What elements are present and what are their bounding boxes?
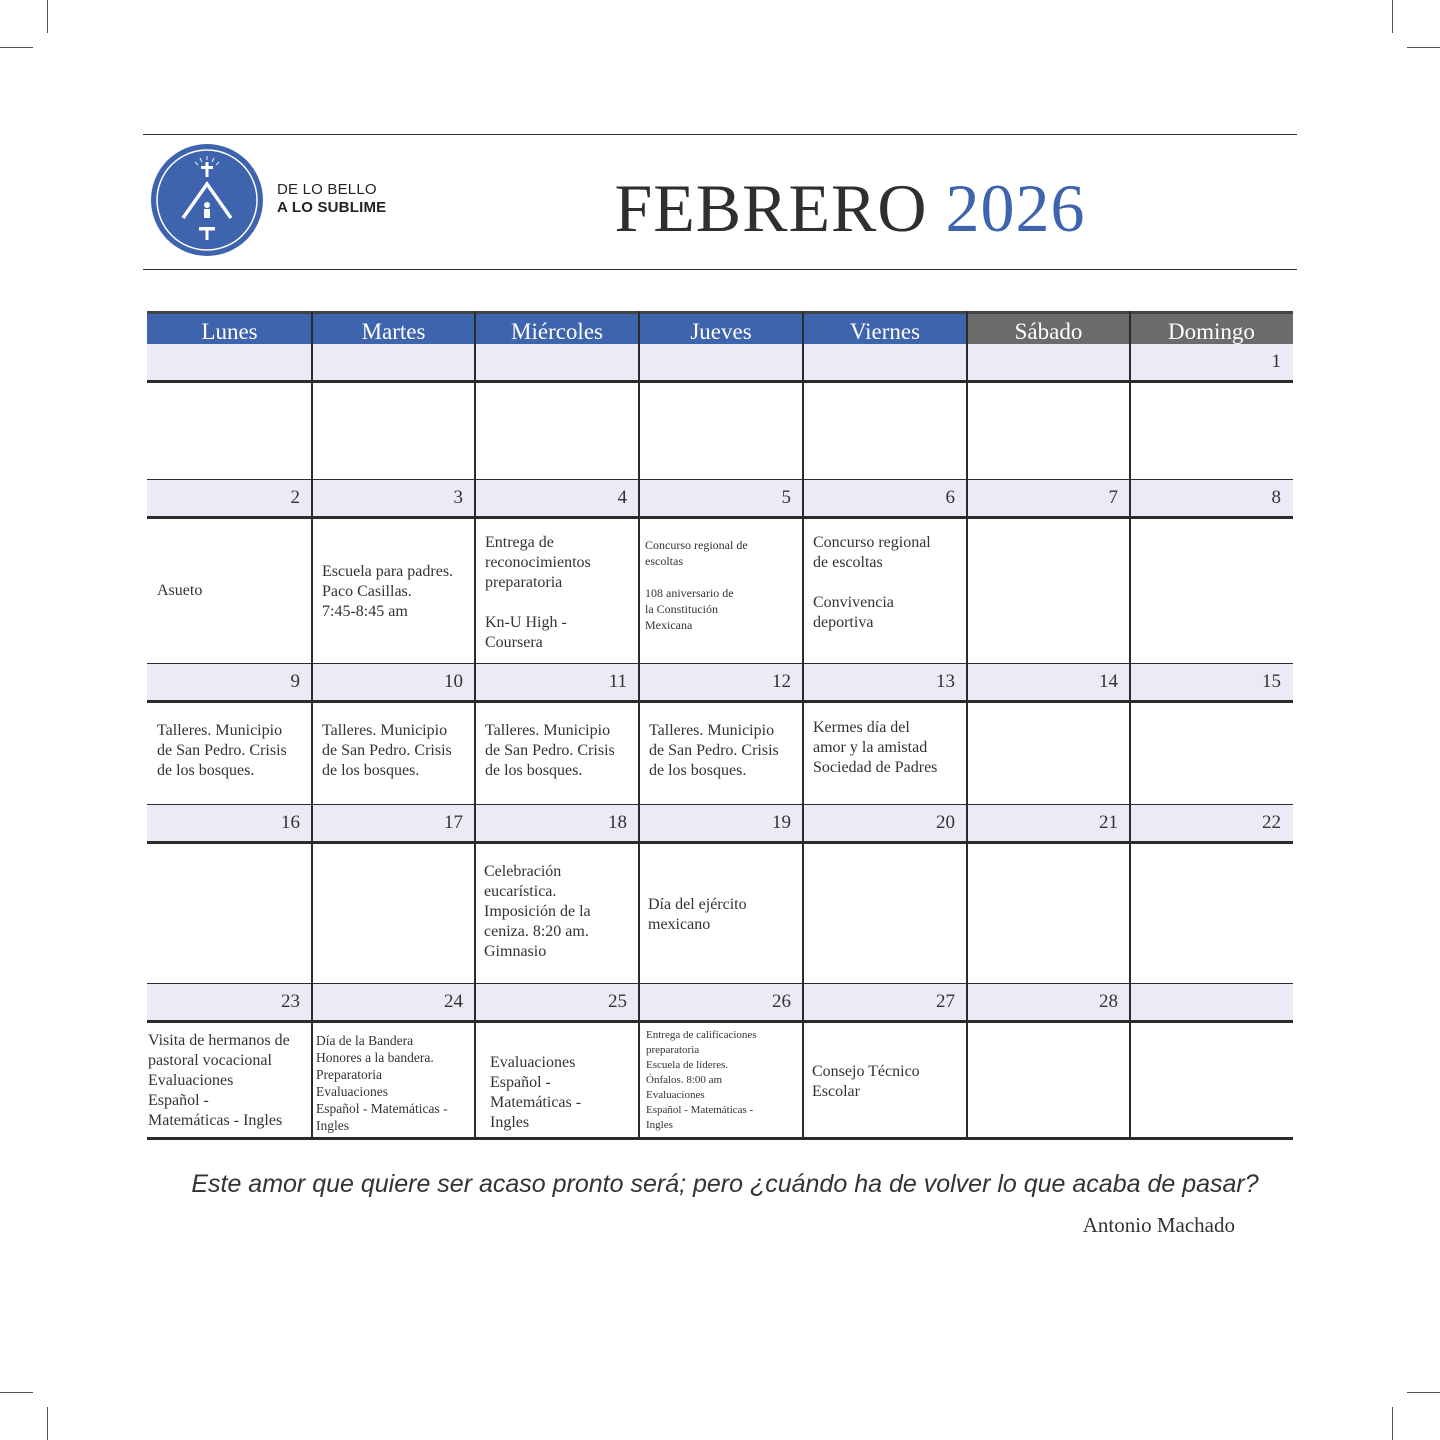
day-header: Jueves — [639, 311, 803, 344]
date-number: 25 — [608, 991, 627, 1012]
day-event-text: Evaluaciones Español - Matemáticas - Ingles — [490, 1054, 582, 1131]
crop-mark — [1407, 47, 1440, 48]
day-header: Sábado — [967, 311, 1130, 344]
date-number: 8 — [1271, 487, 1281, 508]
brand-line-1: DE LO BELLO — [277, 181, 377, 198]
date-number: 27 — [936, 991, 955, 1012]
day-event-text: Día de la Bandera Honores a la bandera. Preparatoria Evaluaciones Español - Matemáticas - Ingles — [316, 1033, 448, 1133]
column-divider — [966, 311, 968, 1139]
date-number: 20 — [936, 812, 955, 833]
top-rule — [143, 134, 1297, 135]
date-number-row — [147, 344, 1293, 380]
date-number: 15 — [1262, 671, 1281, 692]
quote-text: Este amor que quiere ser acaso pronto será; pero ¿cuándo ha de volver lo que acaba de pasar? — [191, 1170, 1259, 1198]
date-number: 23 — [281, 991, 300, 1012]
date-number: 17 — [444, 812, 463, 833]
day-header: Lunes — [147, 311, 312, 344]
day-header: Domingo — [1130, 311, 1293, 344]
day-event-text: Entrega de reconocimientos preparatoria Kn-U High - Coursera — [485, 534, 591, 651]
day-header: Viernes — [803, 311, 967, 344]
day-event-text: Consejo Técnico Escolar — [812, 1063, 920, 1100]
date-number: 9 — [290, 671, 300, 692]
date-number: 11 — [608, 671, 627, 692]
date-number: 3 — [453, 487, 463, 508]
row-divider — [147, 841, 1293, 844]
page-title — [600, 170, 1100, 246]
crop-mark — [1392, 1407, 1393, 1440]
column-divider — [311, 311, 313, 1139]
column-divider — [1129, 311, 1131, 1139]
date-number: 7 — [1108, 487, 1118, 508]
day-event-text: Talleres. Municipio de San Pedro. Crisis de los bosques. — [485, 722, 615, 779]
date-number: 1 — [1271, 351, 1281, 372]
day-event-text: Talleres. Municipio de San Pedro. Crisis de los bosques. — [649, 722, 779, 779]
day-event-text: Día del ejército mexicano — [648, 896, 747, 933]
date-number: 26 — [772, 991, 791, 1012]
crop-mark — [1392, 0, 1393, 33]
quote-author: Antonio Machado — [1082, 1213, 1235, 1237]
date-number: 6 — [945, 487, 955, 508]
column-divider — [802, 311, 804, 1139]
date-number: 4 — [617, 487, 627, 508]
column-divider — [474, 311, 476, 1139]
day-event-text: Talleres. Municipio de San Pedro. Crisis de los bosques. — [322, 722, 452, 779]
day-event-text: Kermes día del amor y la amistad Sociedad de Padres — [813, 719, 938, 776]
crop-mark — [47, 1407, 48, 1440]
day-event-text: Escuela para padres. Paco Casillas. 7:45-8:45 am — [322, 563, 454, 620]
brand-name — [277, 181, 386, 217]
row-divider — [147, 380, 1293, 383]
date-number: 19 — [772, 812, 791, 833]
date-number: 24 — [444, 991, 463, 1012]
row-divider — [147, 1137, 1293, 1140]
row-divider — [147, 1020, 1293, 1023]
day-event-text: Entrega de calificaciones preparatoria Escuela de líderes. Ónfalos. 8:00 am Evaluaciones Español - Matemáticas - Ingles — [646, 1029, 757, 1131]
column-divider — [638, 311, 640, 1139]
date-number: 13 — [936, 671, 955, 692]
date-number: 12 — [772, 671, 791, 692]
school-logo-icon — [150, 143, 264, 257]
date-number: 28 — [1099, 991, 1118, 1012]
title-month: FEBRERO — [614, 170, 928, 246]
crop-mark — [47, 0, 48, 33]
date-number: 2 — [290, 487, 300, 508]
day-event-text: Celebración eucarística. Imposición de la ceniza. 8:20 am. Gimnasio — [484, 863, 591, 960]
day-header: Martes — [312, 311, 475, 344]
crop-mark — [0, 47, 33, 48]
date-number: 21 — [1099, 812, 1118, 833]
date-number: 5 — [781, 487, 791, 508]
crop-mark — [1407, 1392, 1440, 1393]
day-event-text: Visita de hermanos de pastoral vocacional Evaluaciones Español - Matemáticas - Ingles — [148, 1032, 290, 1129]
day-event-text: Concurso regional de escoltas Convivencia deportiva — [813, 534, 931, 631]
date-number: 22 — [1262, 812, 1281, 833]
day-event-text: Asueto — [157, 582, 203, 599]
row-divider — [147, 700, 1293, 703]
crop-mark — [0, 1392, 33, 1393]
day-event-text: Talleres. Municipio de San Pedro. Crisis de los bosques. — [157, 722, 287, 779]
brand-line-2: A LO SUBLIME — [277, 199, 387, 216]
row-divider — [147, 516, 1293, 519]
title-year: 2026 — [945, 170, 1086, 246]
date-number: 18 — [608, 812, 627, 833]
calendar-grid — [147, 311, 1293, 1139]
day-header: Miércoles — [475, 311, 639, 344]
date-number: 10 — [444, 671, 463, 692]
bottom-rule — [143, 269, 1297, 270]
date-number: 14 — [1099, 671, 1118, 692]
date-number: 16 — [281, 812, 300, 833]
day-event-text: Concurso regional de escoltas 108 aniversario de la Constitución Mexicana — [645, 538, 748, 632]
